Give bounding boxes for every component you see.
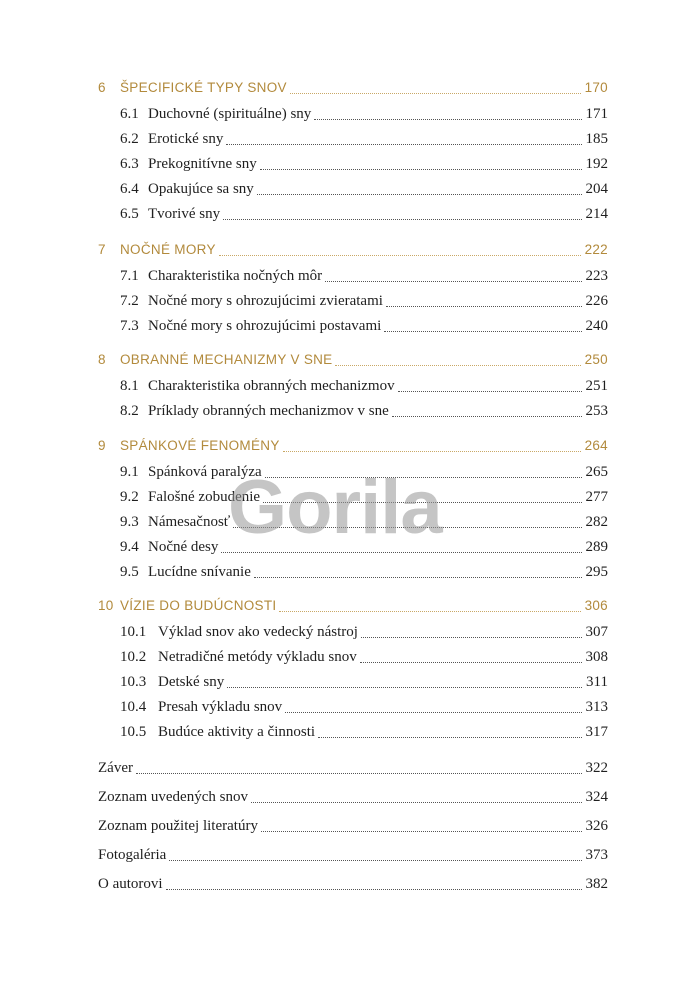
toc-section-entry <box>98 104 608 124</box>
entry-title: Nočné desy <box>148 539 219 555</box>
dot-leader <box>257 193 582 195</box>
entry-page-number: 204 <box>585 181 608 197</box>
watermark-logo: Gorila <box>228 465 442 550</box>
dot-leader <box>392 415 582 417</box>
entry-title: Prekognitívne sny <box>148 156 257 172</box>
entry-title: NOČNÉ MORY <box>120 242 216 257</box>
toc-section-entry <box>98 622 608 642</box>
entry-page-number: 222 <box>584 242 608 257</box>
entry-number: 7 <box>98 242 106 257</box>
entry-title: Detské sny <box>158 674 225 690</box>
entry-title: Charakteristika obranných mechanizmov <box>148 378 395 394</box>
entry-title: Výklad snov ako vedecký nástroj <box>158 624 358 640</box>
entry-page-number: 322 <box>585 760 608 776</box>
entry-title: Duchovné (spirituálne) sny <box>148 106 312 122</box>
entry-number: 9.3 <box>120 514 139 530</box>
entry-title: OBRANNÉ MECHANIZMY V SNE <box>120 352 333 367</box>
dot-leader <box>136 772 582 774</box>
toc-section-entry <box>98 154 608 174</box>
dot-leader <box>398 390 582 392</box>
toc-section-entry <box>98 537 608 557</box>
toc-chapter-heading <box>98 596 608 616</box>
entry-number: 9.2 <box>120 489 139 505</box>
toc-section-entry <box>98 129 608 149</box>
dot-leader <box>221 551 581 553</box>
entry-title: Záver <box>98 760 133 776</box>
entry-page-number: 223 <box>585 268 608 284</box>
toc-back-matter-entry <box>98 787 608 807</box>
toc-section-entry <box>98 647 608 667</box>
dot-leader <box>384 330 581 332</box>
entry-title: SPÁNKOVÉ FENOMÉNY <box>120 438 280 453</box>
dot-leader <box>283 450 581 452</box>
dot-leader <box>166 888 582 890</box>
dot-leader <box>223 218 581 220</box>
entry-number: 10.4 <box>120 699 147 715</box>
entry-title: ŠPECIFICKÉ TYPY SNOV <box>120 80 287 95</box>
entry-title: Spánková paralýza <box>148 464 262 480</box>
toc-section-entry <box>98 204 608 224</box>
entry-page-number: 251 <box>585 378 608 394</box>
entry-page-number: 277 <box>585 489 608 505</box>
entry-page-number: 185 <box>585 131 608 147</box>
entry-page-number: 250 <box>584 352 608 367</box>
entry-number: 7.3 <box>120 318 139 334</box>
entry-title: Tvorivé sny <box>148 206 221 222</box>
toc-chapter-heading <box>98 240 608 260</box>
toc-back-matter-entry <box>98 845 608 865</box>
entry-number: 10.2 <box>120 649 147 665</box>
entry-number: 7.2 <box>120 293 139 309</box>
dot-leader <box>314 118 581 120</box>
entry-number: 9.4 <box>120 539 139 555</box>
toc-back-matter-entry <box>98 874 608 894</box>
entry-page-number: 326 <box>585 818 608 834</box>
dot-leader <box>325 280 581 282</box>
entry-number: 9.5 <box>120 564 139 580</box>
entry-number: 7.1 <box>120 268 139 284</box>
entry-number: 10.5 <box>120 724 147 740</box>
toc-section-entry <box>98 487 608 507</box>
entry-page-number: 289 <box>585 539 608 555</box>
entry-title: Námesačnosť <box>148 514 231 530</box>
toc-section-entry <box>98 672 608 692</box>
entry-title: Nočné mory s ohrozujúcimi postavami <box>148 318 382 334</box>
dot-leader <box>227 686 582 688</box>
entry-number: 10.3 <box>120 674 147 690</box>
dot-leader <box>219 254 581 256</box>
entry-page-number: 253 <box>585 403 608 419</box>
entry-title: Charakteristika nočných môr <box>148 268 323 284</box>
entry-page-number: 308 <box>585 649 608 665</box>
entry-number: 6.1 <box>120 106 139 122</box>
entry-title: Falošné zobudenie <box>148 489 261 505</box>
entry-page-number: 192 <box>585 156 608 172</box>
dot-leader <box>263 501 581 503</box>
dot-leader <box>265 476 582 478</box>
dot-leader <box>285 711 581 713</box>
dot-leader <box>335 364 580 366</box>
entry-number: 9.1 <box>120 464 139 480</box>
entry-title: Príklady obranných mechanizmov v sne <box>148 403 389 419</box>
entry-page-number: 226 <box>585 293 608 309</box>
entry-page-number: 295 <box>585 564 608 580</box>
entry-page-number: 307 <box>585 624 608 640</box>
entry-title: Opakujúce sa sny <box>148 181 254 197</box>
dot-leader <box>233 526 581 528</box>
toc-chapter-heading <box>98 436 608 456</box>
toc-chapter-heading <box>98 350 608 370</box>
entry-title: O autorovi <box>98 876 163 892</box>
entry-page-number: 313 <box>585 699 608 715</box>
entry-page-number: 240 <box>585 318 608 334</box>
toc-back-matter-entry <box>98 816 608 836</box>
entry-page-number: 214 <box>585 206 608 222</box>
entry-title: Nočné mory s ohrozujúcimi zvieratami <box>148 293 383 309</box>
entry-number: 8.1 <box>120 378 139 394</box>
toc-chapter-heading <box>98 78 608 98</box>
entry-page-number: 264 <box>584 438 608 453</box>
entry-page-number: 306 <box>584 598 608 613</box>
dot-leader <box>261 830 582 832</box>
dot-leader <box>260 168 582 170</box>
entry-page-number: 317 <box>585 724 608 740</box>
dot-leader <box>290 92 581 94</box>
toc-back-matter-entry <box>98 758 608 778</box>
entry-page-number: 171 <box>585 106 608 122</box>
entry-number: 9 <box>98 438 106 453</box>
dot-leader <box>360 661 582 663</box>
entry-number: 10.1 <box>120 624 147 640</box>
entry-title: Lucídne snívanie <box>148 564 251 580</box>
toc-section-entry <box>98 266 608 286</box>
dot-leader <box>318 736 581 738</box>
dot-leader <box>226 143 581 145</box>
entry-title: Presah výkladu snov <box>158 699 283 715</box>
toc-section-entry <box>98 316 608 336</box>
entry-page-number: 311 <box>586 674 608 690</box>
entry-number: 6.5 <box>120 206 139 222</box>
toc-section-entry <box>98 697 608 717</box>
entry-page-number: 373 <box>585 847 608 863</box>
dot-leader <box>386 305 582 307</box>
entry-number: 6.3 <box>120 156 139 172</box>
entry-page-number: 324 <box>585 789 608 805</box>
entry-title: Fotogaléria <box>98 847 167 863</box>
entry-title: VÍZIE DO BUDÚCNOSTI <box>120 598 277 613</box>
entry-title: Budúce aktivity a činnosti <box>158 724 316 740</box>
dot-leader <box>251 801 582 803</box>
entry-page-number: 170 <box>584 80 608 95</box>
entry-number: 10 <box>98 598 114 613</box>
entry-title: Zoznam použitej literatúry <box>98 818 258 834</box>
toc-section-entry <box>98 376 608 396</box>
toc-section-entry <box>98 512 608 532</box>
entry-page-number: 382 <box>585 876 608 892</box>
dot-leader <box>279 610 580 612</box>
entry-number: 6 <box>98 80 106 95</box>
entry-number: 6.4 <box>120 181 139 197</box>
entry-page-number: 265 <box>585 464 608 480</box>
entry-title: Erotické sny <box>148 131 224 147</box>
toc-section-entry <box>98 562 608 582</box>
dot-leader <box>169 859 581 861</box>
toc-section-entry <box>98 401 608 421</box>
toc-section-entry <box>98 291 608 311</box>
entry-number: 6.2 <box>120 131 139 147</box>
dot-leader <box>254 576 582 578</box>
entry-title: Netradičné metódy výkladu snov <box>158 649 357 665</box>
entry-page-number: 282 <box>585 514 608 530</box>
toc-section-entry <box>98 462 608 482</box>
entry-number: 8 <box>98 352 106 367</box>
toc-section-entry <box>98 179 608 199</box>
entry-title: Zoznam uvedených snov <box>98 789 248 805</box>
toc-section-entry <box>98 722 608 742</box>
entry-number: 8.2 <box>120 403 139 419</box>
dot-leader <box>361 636 582 638</box>
